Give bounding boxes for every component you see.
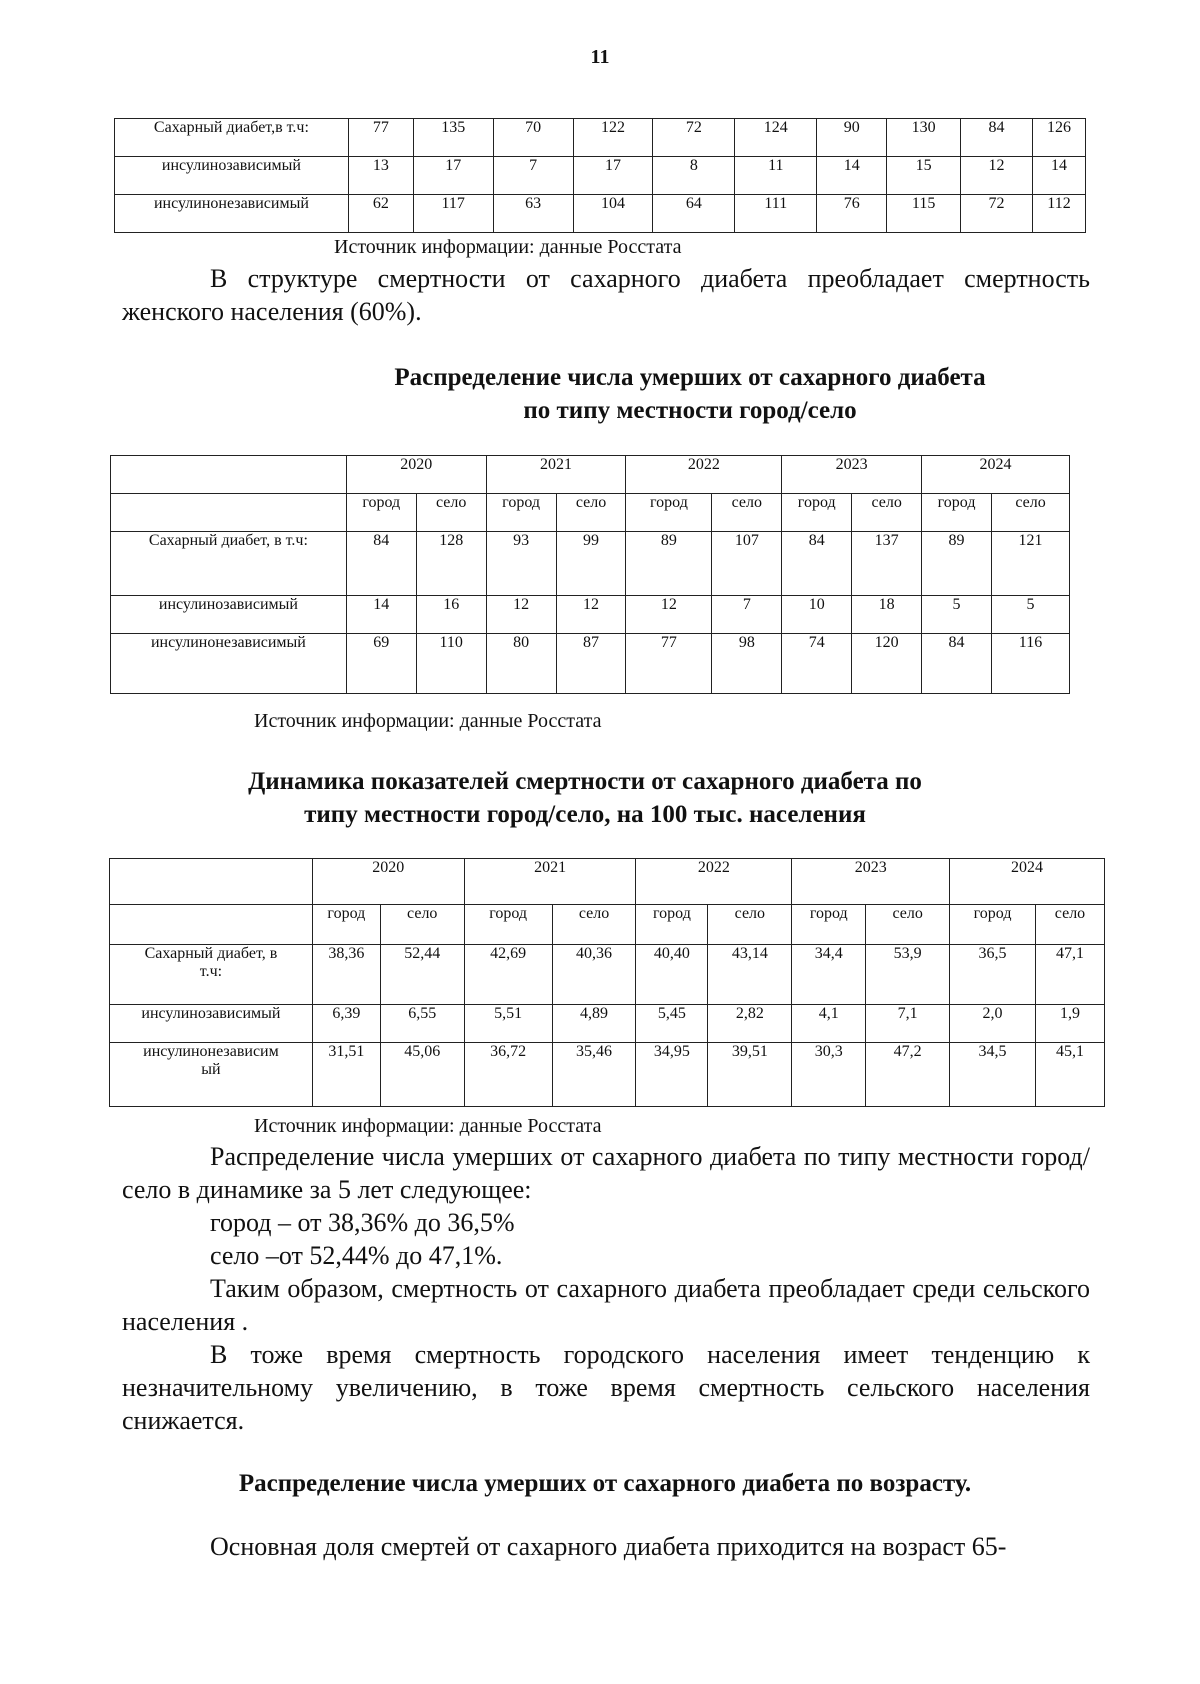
source-note: Источник информации: данные Росстата [254,1115,602,1137]
cell: 8 [653,157,735,195]
paragraph: Таким образом, смертность от сахарного диабета преобладает среди сельского населения . [122,1274,1090,1336]
cell: 6,55 [380,1005,464,1043]
sub-header: город [486,494,556,532]
sub-header: село [552,905,636,945]
source-note: Источник информации: данные Росстата [254,710,602,732]
table-deaths-urban-rural [110,455,1070,694]
cell: 14 [346,596,416,634]
cell: 72 [961,195,1033,233]
cell: 126 [1032,119,1085,157]
table-mortality-rate [109,858,1105,1107]
cell: 36,5 [950,945,1036,1005]
section-heading: Распределение числа умерших от сахарного диабета по возрасту. [238,1470,972,1497]
cell: 6,39 [312,1005,380,1043]
table-header-row [110,905,1105,945]
cell: 77 [348,119,413,157]
cell: 45,1 [1035,1043,1104,1107]
cell: 2,0 [950,1005,1036,1043]
cell: 39,51 [708,1043,792,1107]
cell: 107 [712,532,782,596]
row-label: инсулинонезависимый [111,634,347,694]
cell: 17 [573,157,653,195]
table-row [115,119,1086,157]
sub-header: город [346,494,416,532]
cell: 76 [817,195,887,233]
cell: 12 [626,596,712,634]
cell: 47,1 [1035,945,1104,1005]
cell: 63 [493,195,573,233]
empty-cell [110,905,313,945]
cell: 4,89 [552,1005,636,1043]
table-row [111,532,1070,596]
cell: 14 [1032,157,1085,195]
year-header: 2023 [792,859,950,905]
cell: 47,2 [866,1043,950,1107]
cell: 84 [346,532,416,596]
cell: 30,3 [792,1043,866,1107]
cell: 110 [416,634,486,694]
cell: 5,45 [636,1005,708,1043]
cell: 16 [416,596,486,634]
cell: 69 [346,634,416,694]
sub-header: село [866,905,950,945]
table-row [115,157,1086,195]
sub-header: село [712,494,782,532]
row-label: инсулинозависимый [115,157,349,195]
cell: 130 [887,119,961,157]
cell: 7 [712,596,782,634]
row-label: Сахарный диабет, в т.ч: [110,945,313,1005]
cell: 104 [573,195,653,233]
cell: 99 [556,532,626,596]
cell: 34,4 [792,945,866,1005]
cell: 15 [887,157,961,195]
cell: 90 [817,119,887,157]
cell: 124 [735,119,817,157]
cell: 89 [626,532,712,596]
table-header-row [111,494,1070,532]
row-label: инсулинонезависимый [115,195,349,233]
cell: 112 [1032,195,1085,233]
cell: 13 [348,157,413,195]
cell: 12 [556,596,626,634]
sub-header: село [992,494,1070,532]
cell: 5 [922,596,992,634]
cell: 14 [817,157,887,195]
cell: 12 [486,596,556,634]
sub-header: город [312,905,380,945]
cell: 31,51 [312,1043,380,1107]
sub-header: город [782,494,852,532]
year-header: 2022 [626,456,782,494]
cell: 122 [573,119,653,157]
cell: 84 [961,119,1033,157]
paragraph: В тоже время смертность городского населения имеет тенденцию к незначительному увеличению, в тоже время смертность сельского населения снижается. [122,1340,1090,1435]
cell: 64 [653,195,735,233]
sub-header: город [922,494,992,532]
cell: 2,82 [708,1005,792,1043]
cell: 7,1 [866,1005,950,1043]
cell: 70 [493,119,573,157]
cell: 5 [992,596,1070,634]
table-row [110,945,1105,1005]
cell: 117 [413,195,493,233]
cell: 62 [348,195,413,233]
sub-header: город [464,905,552,945]
section-heading: по типу местности город/село [523,397,857,424]
paragraph: город – от 38,36% до 36,5% [210,1208,515,1237]
cell: 93 [486,532,556,596]
cell: 40,40 [636,945,708,1005]
cell: 42,69 [464,945,552,1005]
section-heading: Распределение числа умерших от сахарного диабета [394,364,986,391]
cell: 74 [782,634,852,694]
source-note: Источник информации: данные Росстата [334,236,682,258]
cell: 34,5 [950,1043,1036,1107]
cell: 12 [961,157,1033,195]
year-header: 2021 [486,456,626,494]
paragraph: Основная доля смертей от сахарного диабета приходится на возраст 65- [210,1532,1007,1561]
table-deaths-by-type [114,118,1086,233]
cell: 43,14 [708,945,792,1005]
cell: 17 [413,157,493,195]
section-heading: Динамика показателей смертности от сахарного диабета по [248,768,922,795]
year-header: 2021 [464,859,636,905]
cell: 84 [782,532,852,596]
cell: 36,72 [464,1043,552,1107]
year-header: 2022 [636,859,792,905]
cell: 98 [712,634,782,694]
year-header: 2024 [922,456,1070,494]
cell: 128 [416,532,486,596]
cell: 111 [735,195,817,233]
cell: 10 [782,596,852,634]
table-header-row [110,859,1105,905]
cell: 84 [922,634,992,694]
sub-header: город [792,905,866,945]
table-row [110,1005,1105,1043]
cell: 35,46 [552,1043,636,1107]
year-header: 2020 [312,859,464,905]
paragraph: село –от 52,44% до 47,1%. [210,1241,503,1270]
empty-cell [111,494,347,532]
cell: 115 [887,195,961,233]
sub-header: село [416,494,486,532]
year-header: 2023 [782,456,922,494]
cell: 135 [413,119,493,157]
cell: 87 [556,634,626,694]
row-label: инсулинозависимый [111,596,347,634]
year-header: 2024 [950,859,1105,905]
empty-cell [110,859,313,905]
table-header-row [111,456,1070,494]
cell: 89 [922,532,992,596]
cell: 72 [653,119,735,157]
table-row [115,195,1086,233]
cell: 11 [735,157,817,195]
cell: 1,9 [1035,1005,1104,1043]
cell: 34,95 [636,1043,708,1107]
cell: 53,9 [866,945,950,1005]
row-label: Сахарный диабет,в т.ч: [115,119,349,157]
sub-header: село [1035,905,1104,945]
row-label: инсулинонезависим ый [110,1043,313,1107]
cell: 52,44 [380,945,464,1005]
row-label: инсулинозависимый [110,1005,313,1043]
cell: 137 [852,532,922,596]
paragraph: Распределение числа умерших от сахарного диабета по типу местности город/село в динамике за 5 лет следующее: [122,1142,1090,1204]
cell: 7 [493,157,573,195]
page-number: 11 [590,46,610,68]
cell: 4,1 [792,1005,866,1043]
cell: 45,06 [380,1043,464,1107]
cell: 5,51 [464,1005,552,1043]
table-row [110,1043,1105,1107]
cell: 121 [992,532,1070,596]
cell: 77 [626,634,712,694]
empty-cell [111,456,347,494]
cell: 18 [852,596,922,634]
cell: 38,36 [312,945,380,1005]
table-row [111,634,1070,694]
sub-header: село [852,494,922,532]
sub-header: город [636,905,708,945]
sub-header: село [380,905,464,945]
cell: 116 [992,634,1070,694]
sub-header: город [626,494,712,532]
section-heading: типу местности город/село, на 100 тыс. населения [304,801,866,828]
table-row [111,596,1070,634]
cell: 120 [852,634,922,694]
sub-header: село [708,905,792,945]
sub-header: село [556,494,626,532]
paragraph: В структуре смертности от сахарного диабета преобладает смертность женского населения (60%). [122,264,1090,326]
row-label: Сахарный диабет, в т.ч: [111,532,347,596]
cell: 80 [486,634,556,694]
sub-header: город [950,905,1036,945]
year-header: 2020 [346,456,486,494]
cell: 40,36 [552,945,636,1005]
